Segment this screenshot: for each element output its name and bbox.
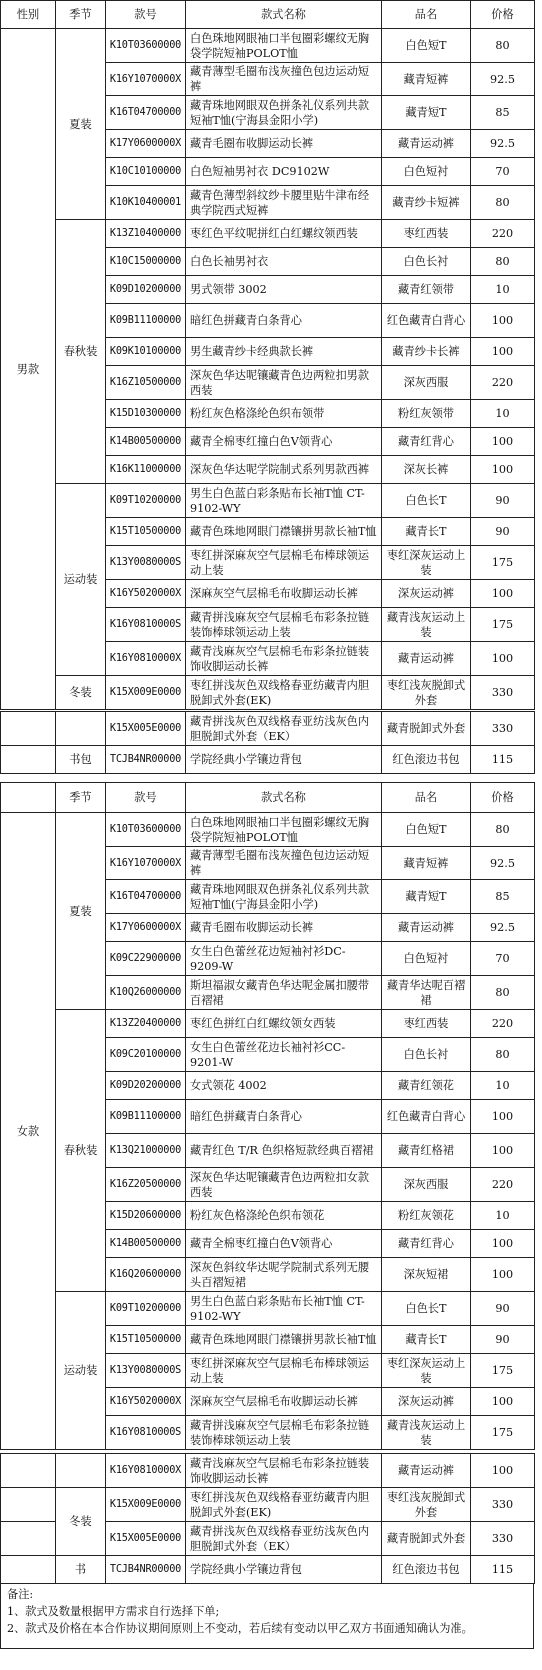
season-label: 冬装 [56,676,106,710]
notes-line-2: 2、款式及价格在本合作协议期间原则上不变动，若后续有变动以甲乙双方书面通知确认为准。 [7,1622,473,1635]
item-name: 枣红色平纹呢拼红白红螺纹领西装 [186,220,382,248]
item-price: 80 [471,1038,535,1072]
item-product: 白色短衬 [382,158,471,186]
item-price: 100 [471,338,535,366]
table-header-row [1,1,535,29]
item-code: K16T04700000 [106,96,186,130]
women-table [0,782,535,1450]
item-code: K15X009E0000 [106,1488,186,1522]
item-name: 白色长袖男衬衣 [186,248,382,276]
item-product: 深灰西服 [382,366,471,400]
item-code: K14B00500000 [106,428,186,456]
item-name: 藏青拼浅麻灰空气层棉毛布彩条拉链装饰棒球领运动上装 [186,608,382,642]
table-row [1,676,535,710]
table-row [1,746,535,774]
season-label: 运动装 [56,484,106,676]
table-row [1,1010,535,1038]
item-name: 枣红色拼红白红螺纹领女西装 [186,1010,382,1038]
item-product: 枣红深灰运动上装 [382,546,471,580]
item-price: 100 [471,1134,535,1168]
item-product: 藏青纱卡短裤 [382,186,471,220]
table-row [1,29,535,63]
item-name: 深灰色华达呢学院制式系列男款西裤 [186,456,382,484]
item-price: 220 [471,366,535,400]
item-name: 藏青珠地网眼双色拼条礼仪系列共款短袖T恤(宁海县金阳小学) [186,880,382,914]
item-product: 枣红西装 [382,1010,471,1038]
header-product: 品名 [382,1,471,29]
item-product: 藏青长T [382,518,471,546]
season-label: 夏装 [56,813,106,1010]
item-name: 藏青毛圈布收脚运动长裤 [186,130,382,158]
item-product: 深灰运动裤 [382,1388,471,1416]
item-name: 白色珠地网眼袖口半包圈彩螺纹无胸袋学院短袖POLOT恤 [186,29,382,63]
item-product: 红色藏青白背心 [382,304,471,338]
men-table [0,0,535,710]
season-label: 书 [56,1556,106,1584]
item-name: 深麻灰空气层棉毛布收脚运动长裤 [186,580,382,608]
table-row [1,1292,535,1326]
item-price: 90 [471,1292,535,1326]
item-code: K09C20100000 [106,1038,186,1072]
item-product: 藏青脱卸式外套 [382,1522,471,1556]
item-code: K10Q26000000 [106,976,186,1010]
item-price: 92.5 [471,130,535,158]
gender-empty [1,1454,56,1488]
item-product: 藏青长T [382,1326,471,1354]
item-price: 10 [471,276,535,304]
item-price: 330 [471,712,535,746]
item-product: 藏青运动裤 [382,1454,471,1488]
item-code: K13Y0080000S [106,1354,186,1388]
season-label: 冬装 [56,1488,106,1556]
item-code: K09T10200000 [106,1292,186,1326]
item-code: K09K10100000 [106,338,186,366]
item-code: K16Y0810000S [106,608,186,642]
item-name: 藏青色珠地网眼门襟镶拼男款长袖T恤 [186,518,382,546]
item-price: 90 [471,484,535,518]
notes-line-1: 1、款式及数量根据甲方需求自行选择下单; [7,1605,220,1618]
season-label [56,712,106,746]
item-product: 藏青运动裤 [382,130,471,158]
item-product: 藏青浅灰运动上装 [382,608,471,642]
notes-section [0,1584,534,1649]
item-code: K16Y1070000X [106,63,186,96]
header-season: 季节 [56,783,106,813]
item-code: K16Y0810000X [106,1454,186,1488]
item-price: 80 [471,248,535,276]
item-code: K16Y5020000X [106,1388,186,1416]
item-name: 藏青浅麻灰空气层棉毛布彩条拉链装饰收脚运动长裤 [186,1454,382,1488]
item-code: K15X009E0000 [106,676,186,710]
item-name: 藏青色薄型斜纹纱卡腰里贴牛津布经典学院西式短裤 [186,186,382,220]
item-product: 白色长衬 [382,1038,471,1072]
item-price: 92.5 [471,847,535,880]
item-name: 女生白色蕾丝花边短袖衬衫DC-9209-W [186,942,382,976]
item-price: 330 [471,676,535,710]
item-price: 100 [471,1388,535,1416]
item-code: K10C15000000 [106,248,186,276]
gender-empty [1,1488,56,1522]
item-product: 红色滚边书包 [382,1556,471,1584]
item-code: K15D10300000 [106,400,186,428]
item-price: 330 [471,1488,535,1522]
item-price: 100 [471,456,535,484]
item-product: 藏青红背心 [382,1230,471,1258]
item-name: 深灰色华达呢镶藏青色边两粒扣男款西装 [186,366,382,400]
gender-empty [1,1556,56,1584]
season-label: 夏装 [56,29,106,220]
item-name: 藏青全棉枣红撞白色V领背心 [186,428,382,456]
item-code: K10T03600000 [106,29,186,63]
item-price: 100 [471,642,535,676]
item-name: 白色珠地网眼袖口半包圈彩螺纹无胸袋学院短袖POLOT恤 [186,813,382,847]
item-product: 粉红灰领花 [382,1202,471,1230]
item-price: 10 [471,400,535,428]
header-gender-empty [1,783,56,813]
item-price: 220 [471,1168,535,1202]
item-name: 女生白色蕾丝花边长袖衬衫CC-9201-W [186,1038,382,1072]
header-season: 季节 [56,1,106,29]
item-price: 92.5 [471,914,535,942]
item-code: K15X005E0000 [106,712,186,746]
header-gender: 性别 [1,1,56,29]
table-row [1,712,535,746]
item-code: K16Q20600000 [106,1258,186,1292]
item-code: K14B00500000 [106,1230,186,1258]
item-price: 100 [471,304,535,338]
item-price: 85 [471,96,535,130]
item-price: 100 [471,1230,535,1258]
item-name: 女式领花 4002 [186,1072,382,1100]
item-product: 白色长衬 [382,248,471,276]
item-name: 粉红灰色格涤纶色织布领花 [186,1202,382,1230]
item-name: 藏青拼浅灰色双线格春亚纺浅灰色内胆脱卸式外套（EK） [186,712,382,746]
item-code: K17Y0600000X [106,914,186,942]
item-code: K16T04700000 [106,880,186,914]
item-product: 藏青脱卸式外套 [382,712,471,746]
item-product: 红色藏青白背心 [382,1100,471,1134]
item-name: 学院经典小学镶边背包 [186,746,382,774]
item-name: 藏青浅麻灰空气层棉毛布彩条拉链装饰收脚运动长裤 [186,642,382,676]
item-code: K13Y0080000S [106,546,186,580]
item-code: K13Z10400000 [106,220,186,248]
item-product: 深灰短裙 [382,1258,471,1292]
table-row [1,1454,535,1488]
item-code: K09B11100000 [106,304,186,338]
item-name: 藏青红色 T/R 色织格短款经典百褶裙 [186,1134,382,1168]
item-code: K16K11000000 [106,456,186,484]
gender-empty [1,712,56,746]
item-name: 学院经典小学镶边背包 [186,1556,382,1584]
item-product: 深灰长裤 [382,456,471,484]
item-code: K10C10100000 [106,158,186,186]
item-name: 男式领带 3002 [186,276,382,304]
item-price: 100 [471,1454,535,1488]
item-price: 80 [471,813,535,847]
item-name: 藏青珠地网眼双色拼条礼仪系列共款短袖T恤(宁海县金阳小学) [186,96,382,130]
item-name: 藏青拼浅麻灰空气层棉毛布彩条拉链装饰棒球领运动上装 [186,1416,382,1450]
item-product: 白色长T [382,484,471,518]
item-name: 男生白色蓝白彩条贴布长袖T恤 CT-9102-WY [186,1292,382,1326]
item-code: K09B11100000 [106,1100,186,1134]
item-price: 10 [471,1072,535,1100]
header-name: 款式名称 [186,1,382,29]
item-code: K17Y0600000X [106,130,186,158]
gender-label: 男款 [1,29,56,710]
item-product: 枣红西装 [382,220,471,248]
notes-title: 备注: [7,1588,34,1601]
item-product: 藏青短T [382,96,471,130]
item-code: K10K10400001 [106,186,186,220]
item-price: 90 [471,1326,535,1354]
item-product: 藏青运动裤 [382,914,471,942]
item-product: 藏青红背心 [382,428,471,456]
item-code: TCJB4NR00000 [106,1556,186,1584]
item-name: 暗红色拼藏青白条背心 [186,304,382,338]
item-price: 115 [471,746,535,774]
item-price: 80 [471,29,535,63]
item-code: K09D20200000 [106,1072,186,1100]
item-product: 白色短T [382,813,471,847]
item-price: 10 [471,1202,535,1230]
item-price: 90 [471,518,535,546]
item-code: K16Z20500000 [106,1168,186,1202]
item-name: 男生白色蓝白彩条贴布长袖T恤 CT-9102-WY [186,484,382,518]
item-price: 70 [471,942,535,976]
item-code: K13Z20400000 [106,1010,186,1038]
table-row [1,813,535,847]
item-price: 100 [471,428,535,456]
item-code: K15T10500000 [106,518,186,546]
season-label: 春秋装 [56,1010,106,1292]
item-name: 暗红色拼藏青白条背心 [186,1100,382,1134]
item-code: TCJB4NR00000 [106,746,186,774]
item-product: 粉红灰领带 [382,400,471,428]
item-name: 深麻灰空气层棉毛布收脚运动长裤 [186,1388,382,1416]
item-price: 175 [471,1416,535,1450]
item-product: 藏青华达呢百褶裙 [382,976,471,1010]
item-code: K15X005E0000 [106,1522,186,1556]
item-code: K13Q21000000 [106,1134,186,1168]
item-price: 100 [471,1258,535,1292]
table-row [1,220,535,248]
item-product: 白色短衬 [382,942,471,976]
item-price: 175 [471,608,535,642]
item-price: 92.5 [471,63,535,96]
item-product: 白色长T [382,1292,471,1326]
season-label: 运动装 [56,1292,106,1450]
item-price: 70 [471,158,535,186]
item-name: 斯坦福淑女藏青色华达呢金属扣腰带百褶裙 [186,976,382,1010]
item-code: K16Y0810000X [106,642,186,676]
item-product: 枣红浅灰脱卸式外套 [382,1488,471,1522]
item-price: 100 [471,580,535,608]
item-product: 藏青纱卡长裤 [382,338,471,366]
header-price: 价格 [471,1,535,29]
item-name: 白色短袖男衬衣 DC9102W [186,158,382,186]
header-code: 款号 [106,1,186,29]
table-row [1,484,535,518]
item-name: 枣红拼深麻灰空气层棉毛布棒球领运动上装 [186,546,382,580]
item-product: 白色短T [382,29,471,63]
item-product: 藏青红格裙 [382,1134,471,1168]
item-code: K16Z10500000 [106,366,186,400]
item-price: 330 [471,1522,535,1556]
item-code: K10T03600000 [106,813,186,847]
item-name: 深灰色华达呢镶藏青色边两粒扣女款西装 [186,1168,382,1202]
header-name: 款式名称 [186,783,382,813]
item-product: 深灰西服 [382,1168,471,1202]
item-code: K16Y1070000X [106,847,186,880]
item-code: K09T10200000 [106,484,186,518]
item-price: 80 [471,186,535,220]
item-price: 115 [471,1556,535,1584]
item-product: 枣红浅灰脱卸式外套 [382,676,471,710]
season-label: 书包 [56,746,106,774]
item-name: 粉红灰色格涤纶色织布领带 [186,400,382,428]
season-label: 春秋装 [56,220,106,484]
item-code: K09C22900000 [106,942,186,976]
item-name: 藏青全棉枣红撞白色V领背心 [186,1230,382,1258]
gender-empty [1,1522,56,1556]
item-price: 80 [471,976,535,1010]
gender-label: 女款 [1,813,56,1450]
item-name: 藏青拼浅灰色双线格春亚纺浅灰色内胆脱卸式外套（EK） [186,1522,382,1556]
gender-empty [1,746,56,774]
item-price: 100 [471,1100,535,1134]
item-product: 藏青短裤 [382,847,471,880]
women-continued-table [0,1453,535,1584]
item-name: 藏青薄型毛圈布浅灰撞色包边运动短裤 [186,847,382,880]
item-product: 藏青浅灰运动上装 [382,1416,471,1450]
item-name: 藏青毛圈布收脚运动长裤 [186,914,382,942]
item-product: 藏青短T [382,880,471,914]
item-name: 枣红拼浅灰色双线格春亚纺藏青内胆脱卸式外套(EK) [186,676,382,710]
table-row [1,1556,535,1584]
item-code: K15T10500000 [106,1326,186,1354]
item-code: K15D20600000 [106,1202,186,1230]
item-name: 藏青色珠地网眼门襟镶拼男款长袖T恤 [186,1326,382,1354]
item-product: 藏青短裤 [382,63,471,96]
item-price: 175 [471,1354,535,1388]
header-code: 款号 [106,783,186,813]
item-code: K16Y0810000S [106,1416,186,1450]
item-name: 藏青薄型毛圈布浅灰撞色包边运动短裤 [186,63,382,96]
item-code: K16Y5020000X [106,580,186,608]
item-name: 深灰色斜纹华达呢学院制式系列无腰头百褶短裙 [186,1258,382,1292]
item-product: 深灰运动裤 [382,580,471,608]
item-code: K09D10200000 [106,276,186,304]
table-header-row [1,783,535,813]
item-name: 枣红拼深麻灰空气层棉毛布棒球领运动上装 [186,1354,382,1388]
header-price: 价格 [471,783,535,813]
item-product: 枣红深灰运动上装 [382,1354,471,1388]
item-product: 藏青红领带 [382,276,471,304]
item-name: 男生藏青纱卡经典款长裤 [186,338,382,366]
season-label [56,1454,106,1488]
item-name: 枣红拼浅灰色双线格春亚纺藏青内胆脱卸式外套(EK) [186,1488,382,1522]
item-price: 220 [471,220,535,248]
item-price: 220 [471,1010,535,1038]
table-row [1,1488,535,1522]
header-product: 品名 [382,783,471,813]
item-price: 85 [471,880,535,914]
men-continued-table [0,711,535,774]
item-product: 藏青运动裤 [382,642,471,676]
item-price: 175 [471,546,535,580]
item-product: 红色滚边书包 [382,746,471,774]
item-product: 藏青红领花 [382,1072,471,1100]
